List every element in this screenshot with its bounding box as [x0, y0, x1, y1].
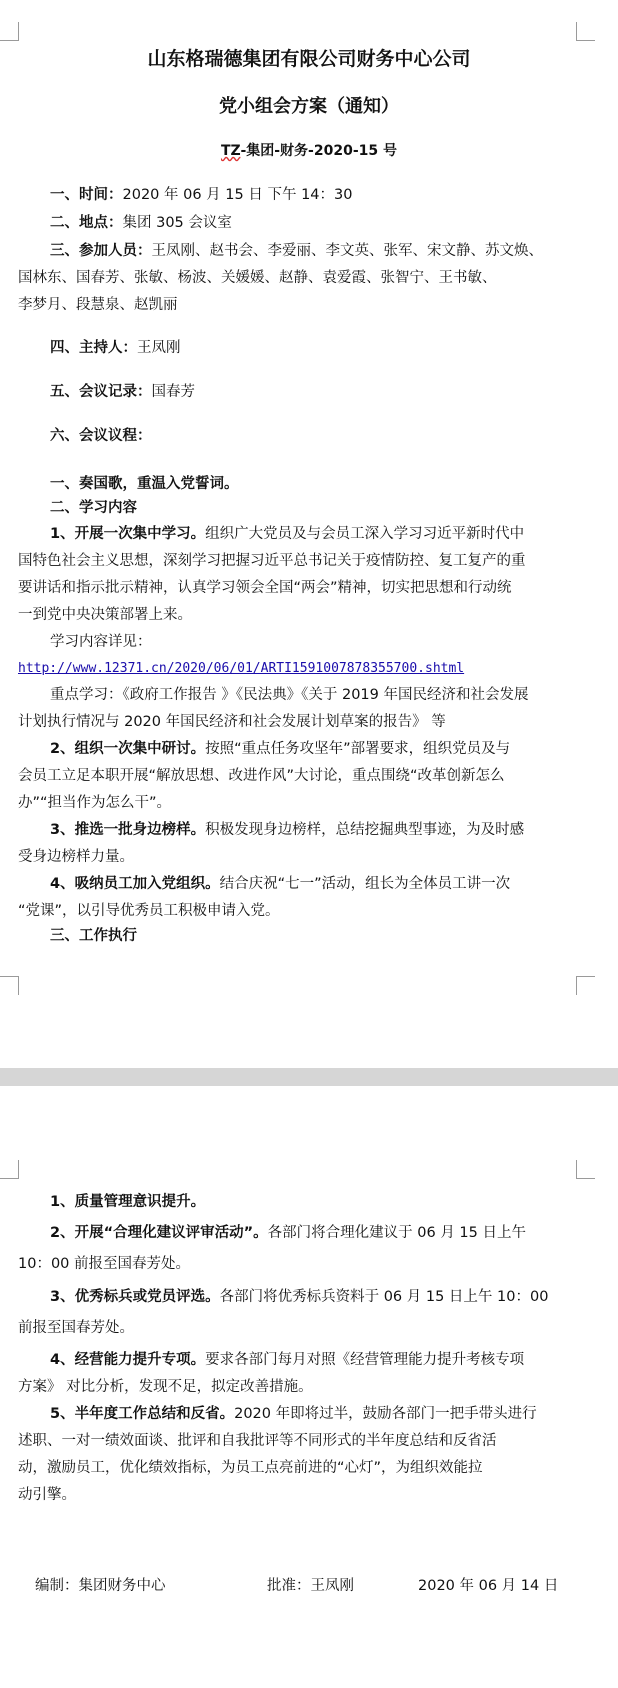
study-link-text[interactable]: http://www.12371.cn/2020/06/01/ARTI1591007878355700.shtml: [18, 661, 465, 676]
paragraph-line: 会员工立足本职开展“解放思想、改进作风”大讨论，重点围绕“改革创新怎么: [18, 768, 505, 784]
paragraph-line: 受身边榜样力量。: [18, 849, 134, 865]
attendees-line: 李梦月、段慧泉、赵凯丽: [18, 297, 178, 313]
execution-item-text: 2020 年即将过半，鼓励各部门一把手带头进行: [234, 1406, 537, 1422]
agenda-heading: 六、会议议程：: [50, 428, 152, 444]
company-title: 山东格瑞德集团有限公司财务中心公司: [147, 48, 471, 70]
detail-label: 学习内容详见：: [50, 634, 152, 650]
paragraph-line: 方案》 对比分析，发现不足，拟定改善措施。: [18, 1379, 313, 1395]
crop-mark: [0, 1160, 19, 1179]
study-item-3: [50, 820, 524, 840]
paragraph-line: 10：00 前报至国春芳处。: [18, 1256, 191, 1272]
time-value: 2020 年 06 月 15 日 下午 14：30: [122, 187, 353, 203]
study-item-4: [50, 874, 510, 894]
agenda-item: 二、学习内容: [50, 500, 137, 516]
study-item-1: [50, 524, 524, 544]
crop-mark: [576, 22, 595, 41]
crop-mark: [576, 976, 595, 995]
page-gap: [0, 1068, 618, 1086]
study-item-title: 3、推选一批身边榜样。: [50, 822, 206, 838]
paragraph-line: 办”“担当作为怎么干”。: [18, 795, 172, 811]
paragraph-line: 动，激励员工，优化绩效指标，为员工点亮前进的“心灯”，为组织效能拉: [18, 1460, 483, 1476]
study-item-title: 2、组织一次集中研讨。: [50, 741, 206, 757]
host: [50, 338, 181, 358]
study-item-text: 按照“重点任务攻坚年”部署要求，组织党员及与: [205, 741, 511, 757]
place-value: 集团 305 会议室: [122, 215, 232, 231]
time-label: 一、时间：: [50, 187, 123, 203]
paragraph-line: 计划执行情况与 2020 年国民经济和社会发展计划草案的报告》 等: [18, 714, 446, 730]
footer-editor: 编制：集团财务中心: [35, 1578, 166, 1594]
recorder-label: 五、会议记录：: [50, 384, 152, 400]
study-item-2: [50, 739, 510, 759]
study-item-text: 结合庆祝“七一”活动，组长为全体员工讲一次: [219, 876, 511, 892]
crop-mark: [0, 976, 19, 995]
agenda-item: 三、工作执行: [50, 928, 137, 944]
paragraph-line: 重点学习：《政府工作报告 》《民法典》《关于 2019 年国民经济和社会发展: [50, 687, 529, 703]
study-link[interactable]: [18, 658, 464, 679]
execution-item-text: 各部门将优秀标兵资料于 06 月 15 日上午 10：00: [219, 1289, 549, 1305]
execution-item-title: 3、优秀标兵或党员评选。: [50, 1289, 220, 1305]
paragraph-line: 要讲话和指示批示精神，认真学习领会全国“两会”精神，切实把思想和行动统: [18, 580, 512, 596]
execution-item-3: [50, 1287, 548, 1307]
paragraph-line: 动引擎。: [18, 1487, 76, 1503]
execution-item-text: 各部门将合理化建议于 06 月 15 日上午: [267, 1225, 526, 1241]
paragraph-line: 国特色社会主义思想，深刻学习把握习近平总书记关于疫情防控、复工复产的重: [18, 553, 526, 569]
execution-item-title: 4、经营能力提升专项。: [50, 1352, 206, 1368]
meeting-time: [50, 185, 352, 205]
study-item-text: 积极发现身边榜样，总结挖掘典型事迹，为及时感: [205, 822, 525, 838]
place-label: 二、地点：: [50, 215, 123, 231]
footer-approver: 批准：王凤刚: [267, 1578, 354, 1594]
study-item-title: 4、吸纳员工加入党组织。: [50, 876, 220, 892]
document-number-prefix: TZ: [220, 143, 241, 159]
attendees-line: 国林东、国春芳、张敏、杨波、关媛媛、赵静、袁爱霞、张智宁、王书敏、: [18, 270, 497, 286]
study-item-title: 1、开展一次集中学习。: [50, 526, 206, 542]
execution-item-title: 2、开展“合理化建议评审活动”。: [50, 1225, 268, 1241]
document-number: [0, 140, 618, 160]
document-title: 党小组会方案（通知）: [219, 96, 399, 117]
recorder-value: 国春芳: [151, 384, 195, 400]
host-value: 王凤刚: [137, 340, 181, 356]
attendees-line: [50, 241, 543, 261]
footer-date: 2020 年 06 月 14 日: [418, 1578, 559, 1594]
execution-item-4: [50, 1350, 524, 1370]
execution-item-2: [50, 1223, 526, 1243]
recorder: [50, 382, 195, 402]
crop-mark: [0, 22, 19, 41]
paragraph-line: 一到党中央决策部署上来。: [18, 607, 192, 623]
execution-item-title: 5、半年度工作总结和反省。: [50, 1406, 235, 1422]
paragraph-line: “党课”，以引导优秀员工积极申请入党。: [18, 903, 280, 919]
meeting-place: [50, 213, 232, 233]
execution-item-5: [50, 1404, 537, 1424]
attendees-value: 王凤刚、赵书会、李爱丽、李文英、张军、宋文静、苏文焕、: [151, 243, 543, 259]
attendees-label: 三、参加人员：: [50, 243, 152, 259]
paragraph-line: 前报至国春芳处。: [18, 1320, 134, 1336]
crop-mark: [576, 1160, 595, 1179]
host-label: 四、主持人：: [50, 340, 137, 356]
study-item-text: 组织广大党员及与会员工深入学习习近平新时代中: [205, 526, 525, 542]
document-number-rest: -集团-财务-2020-15 号: [240, 143, 398, 159]
execution-item-text: 要求各部门每月对照《经营管理能力提升考核专项: [205, 1352, 525, 1368]
paragraph-line: 述职、一对一绩效面谈、批评和自我批评等不同形式的半年度总结和反省活: [18, 1433, 497, 1449]
agenda-item: 一、奏国歌，重温入党誓词。: [50, 476, 239, 492]
execution-item-1: 1、质量管理意识提升。: [50, 1194, 206, 1210]
